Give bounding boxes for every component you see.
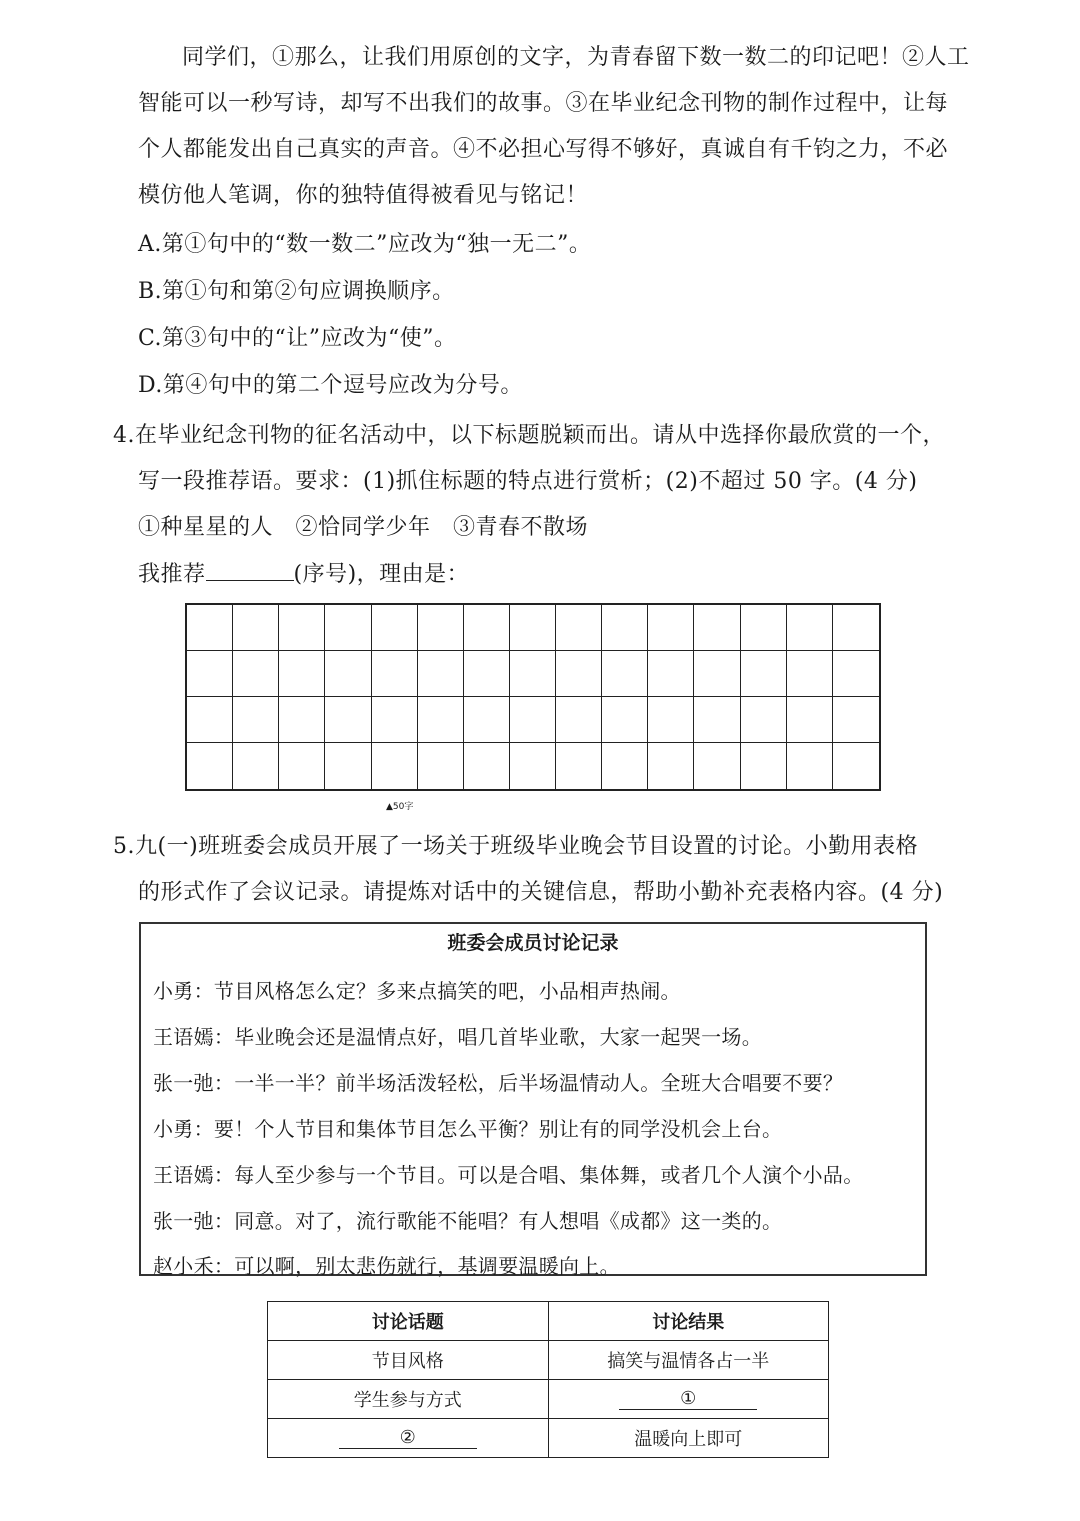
table-header-row [268, 1302, 829, 1341]
topic-cell [268, 1419, 549, 1458]
grid-cell[interactable] [325, 651, 371, 697]
grid-cell[interactable] [418, 743, 464, 789]
passage-line-1: 同学们，①那么，让我们用原创的文字，为青春留下数一数二的印记吧！②人工 [182, 45, 970, 70]
recommend-blank[interactable] [206, 562, 294, 581]
passage-line-2: 智能可以一秒写诗，却写不出我们的故事。③在毕业纪念刊物的制作过程中，让每 [138, 91, 949, 116]
grid-cell[interactable] [418, 651, 464, 697]
header-result: 讨论结果 [548, 1302, 829, 1341]
grid-cell[interactable] [187, 651, 233, 697]
grid-cell[interactable] [325, 605, 371, 651]
grid-cell[interactable] [510, 697, 556, 743]
option-c: C.第③句中的“让”应改为“使”。 [138, 326, 457, 351]
grid-cell[interactable] [556, 651, 602, 697]
word-count-mark: ▲50字 [386, 802, 414, 812]
passage-line-3: 个人都能发出自己真实的声音。④不必担心写得不够好，真诚自有千钧之力，不必 [138, 137, 949, 162]
answer-grid[interactable] [185, 603, 881, 791]
q5-stem-line-1: 5.九(一)班班委会成员开展了一场关于班级毕业晚会节目设置的讨论。小勤用表格 [113, 834, 919, 859]
grid-cell[interactable] [833, 743, 879, 789]
q5-stem-line-2: 的形式作了会议记录。请提炼对话中的关键信息，帮助小勤补充表格内容。(4 分) [138, 880, 944, 905]
grid-cell[interactable] [510, 743, 556, 789]
grid-cell[interactable] [325, 743, 371, 789]
discussion-box [139, 922, 927, 1276]
grid-cell[interactable] [787, 697, 833, 743]
table-row [268, 1419, 829, 1458]
grid-cell[interactable] [464, 651, 510, 697]
grid-cell[interactable] [648, 651, 694, 697]
grid-cell[interactable] [279, 651, 325, 697]
grid-cell[interactable] [556, 605, 602, 651]
grid-cell[interactable] [325, 697, 371, 743]
grid-cell[interactable] [694, 743, 740, 789]
dialogue-line: 张一弛：一半一半？前半场活泼轻松，后半场温情动人。全班大合唱要不要？ [153, 1071, 844, 1095]
grid-cell[interactable] [787, 605, 833, 651]
grid-cell[interactable] [602, 743, 648, 789]
grid-cell[interactable] [556, 743, 602, 789]
result-cell: 温暖向上即可 [548, 1419, 829, 1458]
grid-cell[interactable] [464, 697, 510, 743]
grid-cell[interactable] [694, 605, 740, 651]
grid-cell[interactable] [741, 743, 787, 789]
q4-stem-line-1: 4.在毕业纪念刊物的征名活动中，以下标题脱颖而出。请从中选择你最欣赏的一个， [113, 423, 945, 448]
dialogue-line: 小勇：要！个人节目和集体节目怎么平衡？别让有的同学没机会上台。 [153, 1117, 783, 1141]
recommend-prefix: 我推荐 [138, 562, 206, 587]
grid-cell[interactable] [648, 697, 694, 743]
grid-cell[interactable] [741, 605, 787, 651]
option-b: B.第①句和第②句应调换顺序。 [138, 279, 455, 304]
grid-cell[interactable] [464, 605, 510, 651]
grid-cell[interactable] [418, 697, 464, 743]
option-a: A.第①句中的“数一数二”应改为“独一无二”。 [138, 232, 592, 257]
result-table [267, 1301, 829, 1458]
grid-cell[interactable] [741, 651, 787, 697]
grid-cell[interactable] [510, 605, 556, 651]
header-topic: 讨论话题 [268, 1302, 549, 1341]
option-d: D.第④句中的第二个逗号应改为分号。 [138, 373, 523, 398]
dialogue-line: 赵小禾：可以啊，别太悲伤就行，基调要温暖向上。 [153, 1254, 620, 1278]
passage-line-4: 模仿他人笔调，你的独特值得被看见与铭记！ [138, 183, 589, 208]
grid-cell[interactable] [418, 605, 464, 651]
grid-cell[interactable] [602, 651, 648, 697]
table-row [268, 1341, 829, 1380]
grid-cell[interactable] [648, 743, 694, 789]
dialogue-line: 张一弛：同意。对了，流行歌能不能唱？有人想唱《成都》这一类的。 [153, 1209, 783, 1233]
grid-cell[interactable] [233, 697, 279, 743]
topic-cell: 节目风格 [268, 1341, 549, 1380]
grid-cell[interactable] [694, 697, 740, 743]
grid-cell[interactable] [833, 697, 879, 743]
q4-title-choices: ①种星星的人 ②恰同学少年 ③青春不散场 [138, 515, 589, 540]
grid-cell[interactable] [233, 605, 279, 651]
grid-cell[interactable] [787, 743, 833, 789]
grid-cell[interactable] [602, 605, 648, 651]
grid-cell[interactable] [833, 651, 879, 697]
grid-cell[interactable] [372, 743, 418, 789]
dialogue-line: 王语嫣：每人至少参与一个节目。可以是合唱、集体舞，或者几个人演个小品。 [153, 1163, 864, 1187]
grid-cell[interactable] [833, 605, 879, 651]
q4-recommend-line [138, 557, 469, 588]
grid-cell[interactable] [372, 697, 418, 743]
answer-blank-2[interactable]: ② [339, 1428, 477, 1449]
grid-cell[interactable] [279, 743, 325, 789]
table-row [268, 1380, 829, 1419]
dialogue-line: 王语嫣：毕业晚会还是温情点好，唱几首毕业歌，大家一起哭一场。 [153, 1025, 762, 1049]
q4-stem-line-2: 写一段推荐语。要求：(1)抓住标题的特点进行赏析；(2)不超过 50 字。(4 分) [138, 469, 918, 494]
grid-cell[interactable] [464, 743, 510, 789]
grid-cell[interactable] [372, 651, 418, 697]
grid-cell[interactable] [279, 605, 325, 651]
result-cell [548, 1380, 829, 1419]
grid-cell[interactable] [187, 697, 233, 743]
answer-blank-1[interactable]: ① [619, 1389, 757, 1410]
grid-cell[interactable] [187, 743, 233, 789]
grid-cell[interactable] [510, 651, 556, 697]
topic-cell: 学生参与方式 [268, 1380, 549, 1419]
discussion-title: 班委会成员讨论记录 [447, 932, 619, 954]
grid-cell[interactable] [741, 697, 787, 743]
grid-cell[interactable] [694, 651, 740, 697]
dialogue-line: 小勇：节目风格怎么定？多来点搞笑的吧，小品相声热闹。 [153, 979, 681, 1003]
result-cell: 搞笑与温情各占一半 [548, 1341, 829, 1380]
recommend-suffix: (序号)，理由是： [293, 562, 470, 587]
grid-cell[interactable] [787, 651, 833, 697]
grid-cell[interactable] [233, 651, 279, 697]
grid-cell[interactable] [187, 605, 233, 651]
grid-cell[interactable] [648, 605, 694, 651]
grid-cell[interactable] [602, 697, 648, 743]
grid-cell[interactable] [556, 697, 602, 743]
grid-cell[interactable] [233, 743, 279, 789]
grid-cell[interactable] [279, 697, 325, 743]
grid-cell[interactable] [372, 605, 418, 651]
